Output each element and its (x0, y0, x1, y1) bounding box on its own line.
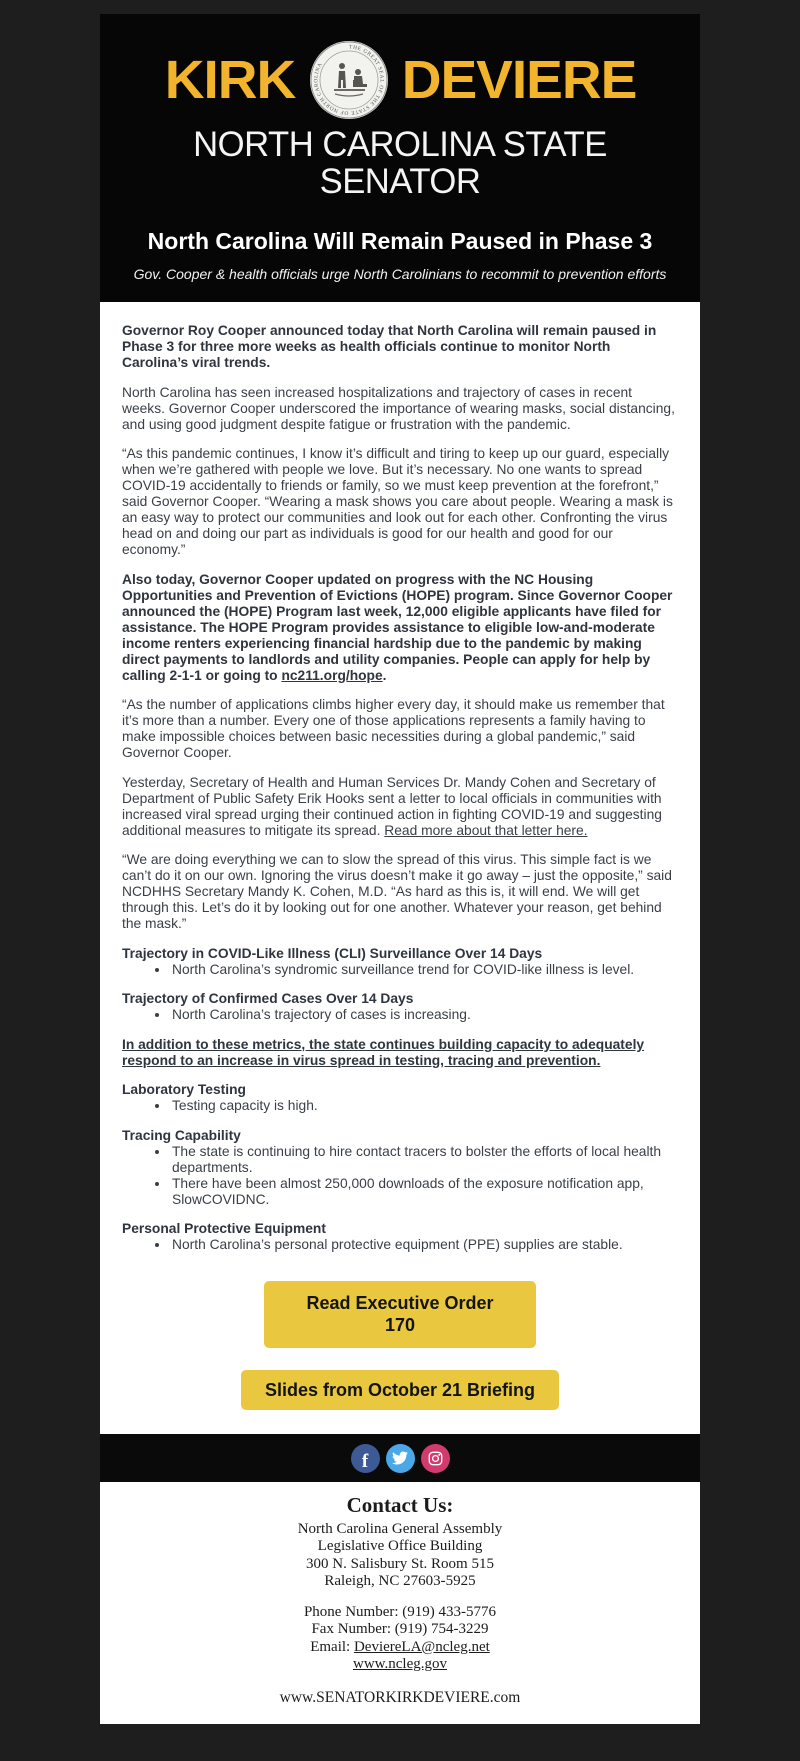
paragraph-hope-program (122, 572, 678, 684)
address-line: Legislative Office Building (317, 1538, 483, 1555)
list-item: • North Carolina’s syndromic surveillance trend for COVID-like illness is level. (170, 962, 678, 978)
email-line (120, 1639, 680, 1657)
button-area (122, 1267, 678, 1423)
letter-text: Yesterday, Secretary of Health and Human Services Dr. Mandy Cohen and Secretary of Department of Public Safety Erik Hooks sent a letter to local officials in communities with increased viral spread urging their continued action in fighting COVID-19 and suggesting additional measures to mitigate its spread. (122, 774, 662, 838)
list-item: • There have been almost 250,000 downloads of the exposure notification app, SlowCOVIDNC. (170, 1176, 678, 1208)
phone-line: Phone Number: (919) 433-5776 (303, 1603, 497, 1620)
ppe-list (122, 1237, 678, 1253)
logo-last-name: DEVIERE (401, 50, 637, 110)
paragraph-cooper-quote: “As this pandemic continues, I know it’s difficult and tiring to keep up our guard, especially when we’re gathered with people we love. But it’s necessary. No one wants to spread COVID-19 accidentally to friends or family, so we must keep prevention at the forefront,” said Governor Cooper. “Wearing a mask shows you care about people. Wearing a mask is an easy way to protect our communities and look out for each other. Confronting the virus head on and doing our part as individuals is good for our health and good for our economy.” (122, 446, 673, 558)
paragraph-applications-quote: “As the number of applications climbs higher every day, it should make us remember that it’s more than a number. Every one of those applications represents a family having to make impossible choices between basic necessities during a global pandemic,” said Governor Cooper. (122, 697, 665, 761)
subheadline: Gov. Cooper & health officials urge North Carolinians to recommit to prevention efforts (133, 266, 667, 283)
headline: North Carolina Will Remain Paused in Phase 3 (147, 227, 653, 254)
slides-briefing-button[interactable]: Slides from October 21 Briefing (241, 1370, 559, 1411)
hope-text: Also today, Governor Cooper updated on progress with the NC Housing Opportunities and Prevention of Evictions (HOPE) program. Since Governor Cooper announced the (HOPE) Program last week, 12,000 eligible applicants have filed for assistance. The HOPE Program provides assistance to eligible low-and-moderate income renters experiencing financial hardship due to the pandemic by making direct payments to landlords and utility companies. People can apply for help by calling 2-1-1 or going to (122, 571, 673, 683)
address-line: North Carolina General Assembly (297, 1520, 503, 1537)
lab-list (122, 1098, 678, 1114)
footer-gap (120, 1591, 680, 1604)
logo-subtitle: NORTH CAROLINA STATE SENATOR (193, 125, 607, 201)
header (100, 14, 700, 302)
list-item: • North Carolina’s personal protective equipment (PPE) supplies are stable. (170, 1237, 678, 1253)
paragraph-metrics-note: In addition to these metrics, the state continues building capacity to adequately respond to an increase in virus spread in testing, tracing and prevention. (122, 1036, 645, 1068)
paragraph-announcement: Governor Roy Cooper announced today that North Carolina will remain paused in Phase 3 for three more weeks as health officials continue to monitor North Carolina’s viral trends. (122, 323, 657, 371)
email-card (100, 14, 700, 1724)
instagram-icon[interactable] (421, 1444, 450, 1473)
paragraph-trends: North Carolina has seen increased hospitalizations and trajectory of cases in recent weeks. Governor Cooper underscored the importance of wearing masks, social distancing, and using good judgment despite fatigue or frustration with the pandemic. (122, 384, 675, 432)
email-label: Email: (310, 1638, 354, 1655)
paragraph-letter (122, 775, 678, 839)
logo (122, 40, 678, 120)
address-line: Raleigh, NC 27603-5925 (324, 1573, 476, 1590)
svg-text:THE GREAT SEAL OF THE STATE OF: THE GREAT SEAL OF THE STATE OF NORTH CAROLINA (313, 44, 385, 116)
senator-website: www.SENATORKIRKDEVIERE.com (279, 1688, 521, 1706)
section-title-lab: Laboratory Testing (122, 1082, 246, 1098)
twitter-icon[interactable] (386, 1444, 415, 1473)
nc211-link[interactable]: nc211.org/hope (281, 667, 383, 683)
list-item: • The state is continuing to hire contact tracers to bolster the efforts of local health departments. (170, 1144, 678, 1176)
section-title-cases: Trajectory of Confirmed Cases Over 14 Days (122, 991, 414, 1007)
read-letter-link[interactable]: Read more about that letter here. (384, 822, 588, 838)
facebook-glyph: f (361, 1450, 369, 1472)
hope-text-end: . (382, 667, 387, 683)
section-title-tracing: Tracing Capability (122, 1127, 241, 1143)
fax-line: Fax Number: (919) 754-3229 (311, 1621, 489, 1638)
address-line: 300 N. Salisbury St. Room 515 (306, 1555, 494, 1572)
ncleg-line (120, 1656, 680, 1674)
social-bar (100, 1434, 700, 1482)
footer (100, 1482, 700, 1724)
tracing-list (122, 1144, 678, 1208)
section-title-cli: Trajectory in COVID-Like Illness (CLI) Surveillance Over 14 Days (122, 945, 543, 961)
section-title-ppe: Personal Protective Equipment (122, 1221, 326, 1237)
read-executive-order-button[interactable]: Read Executive Order 170 (264, 1281, 536, 1348)
ncleg-link[interactable]: www.ncleg.gov (352, 1656, 447, 1673)
paragraph-cohen-quote: “We are doing everything we can to slow the spread of this virus. This simple fact is we can’t do it on our own. Ignoring the virus doesn’t make it go away – just the opposite,” said NCDHHS Secretary Mandy K. Cohen, M.D. “As hard as this is, it will end. We will get through this. Let’s do it by looking out for one another. Whatever your reason, get behind the mask.” (122, 852, 672, 932)
cli-list (122, 962, 678, 978)
list-item: • North Carolina’s trajectory of cases is increasing. (170, 1007, 678, 1023)
top-spacer (0, 0, 800, 14)
list-item: • Testing capacity is high. (170, 1098, 678, 1114)
logo-first-name: KIRK (164, 50, 296, 110)
facebook-icon[interactable] (351, 1444, 380, 1473)
contact-us-heading: Contact Us: (346, 1493, 454, 1518)
cases-list (122, 1007, 678, 1023)
email-link[interactable]: DeviereLA@ncleg.net (353, 1638, 490, 1655)
nc-state-seal-icon (309, 40, 389, 120)
article-body (100, 302, 700, 1434)
